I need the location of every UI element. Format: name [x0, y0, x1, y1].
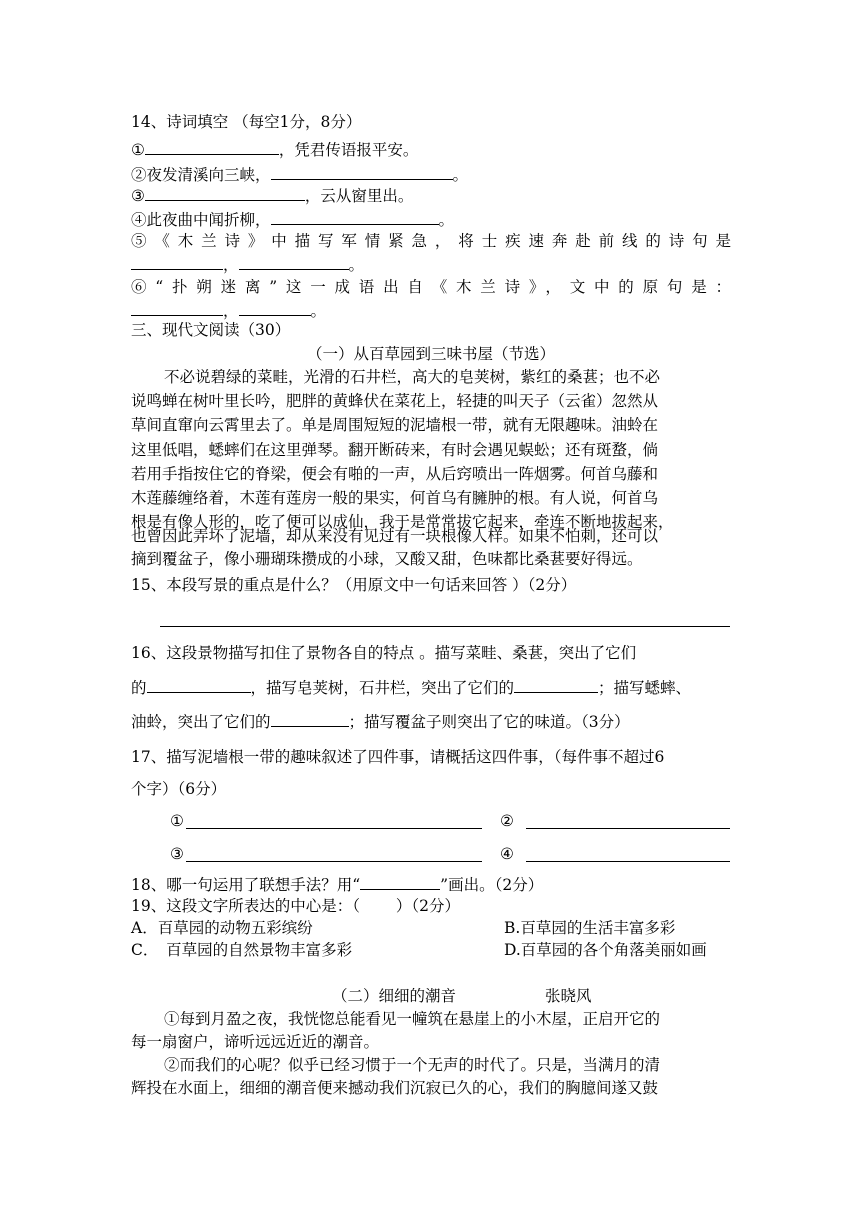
q18-question: [131, 873, 731, 896]
q14-line2: [131, 163, 731, 186]
q17-answer-line-3[interactable]: [186, 861, 482, 862]
q18-text-a: 18、哪一句运用了联想手法？用“: [131, 876, 361, 894]
passage2-line: ②而我们的心呢？似乎已经习惯于一个无声的时代了。只是，当满月的清: [164, 1056, 661, 1074]
q15-answer-line[interactable]: [160, 626, 730, 627]
passage1-line: 草间直窜向云霄里去了。单是周围短短的泥墙根一带，就有无限趣味。油蛉在: [131, 416, 659, 434]
answer-blank[interactable]: [145, 184, 305, 201]
passage1-line: 这里低唱，蟋蟀们在这里弹琴。翻开断砖来，有时会遇见蜈蚣；还有斑蝥，倘: [131, 441, 659, 459]
section-heading: 三、现代文阅读（30）: [131, 321, 291, 339]
option-b[interactable]: B.百草园的生活丰富多彩: [504, 919, 676, 937]
q17-answer-line-4[interactable]: [526, 861, 730, 862]
passage2-title: （二）细细的潮音: [332, 987, 457, 1005]
passage2-line: ①每到月盈之夜，我恍惚总能看见一幢筑在悬崖上的小木屋，正启开它的: [164, 1010, 661, 1028]
separator: ，: [223, 302, 239, 320]
q14-line2-prefix: ②夜发清溪向三峡，: [131, 166, 271, 184]
passage2-line: 辉投在水面上，细细的潮音便来撼动我们沉寂已久的心，我们的胸臆间遂又鼓: [131, 1079, 659, 1097]
answer-blank[interactable]: [239, 253, 349, 270]
q14-line1-suffix: ，凭君传语报平安。: [278, 141, 419, 159]
q14-line5: ⑤《木兰诗》中描写军情紧急，将士疾速奔赴前线的诗句是: [131, 232, 731, 250]
q14-line3-prefix: ③: [131, 187, 145, 205]
q15-question: 15、本段写景的重点是什么？（用原文中一句话来回答 ）（2分）: [131, 576, 577, 594]
q17-answer-line-1[interactable]: [186, 828, 482, 829]
answer-blank[interactable]: [271, 163, 453, 180]
passage2-line: 每一扇窗户，谛听远远近近的潮音。: [131, 1033, 380, 1051]
answer-blank[interactable]: [239, 299, 311, 316]
q14-line4-prefix: ④此夜曲中闻折柳，: [131, 211, 271, 229]
passage1-title: （一）从百草园到三味书屋（节选）: [306, 345, 555, 363]
passage1-line: 摘到覆盆子，像小珊瑚珠攒成的小球，又酸又甜，色味都比桑葚要好得远。: [131, 550, 643, 568]
q16-line2-c: ；描写蟋蟀、: [598, 679, 692, 697]
q17-answer-line-2[interactable]: [526, 828, 730, 829]
passage1-line: 根是有像人形的，吃了便可以成仙，我于是常常拔它起来，牵连不断地拔起来，: [131, 513, 674, 531]
answer-blank[interactable]: [514, 676, 598, 693]
answer-blank[interactable]: [145, 138, 279, 155]
answer-blank[interactable]: [360, 873, 440, 890]
q14-line1: [131, 138, 731, 161]
passage1-line: 木莲藤缠络着，木莲有莲房一般的果实，何首乌有臃肿的根。有人说，何首乌: [131, 489, 659, 507]
q16-line2-a: 的: [131, 679, 147, 697]
option-d[interactable]: D.百草园的各个角落美丽如画: [504, 941, 707, 959]
passage1-line: 说鸣蝉在树叶里长吟，肥胖的黄蜂伏在菜花上，轻捷的叫天子（云雀）忽然从: [131, 392, 659, 410]
q16-line2: [131, 676, 731, 699]
q18-text-b: ”画出。（2分）: [440, 876, 544, 894]
separator: ，: [223, 256, 239, 274]
answer-blank[interactable]: [131, 253, 223, 270]
q14-line2-suffix: 。: [452, 166, 469, 184]
line-end: 。: [310, 302, 327, 320]
q17-line1: 17、描写泥墙根一带的趣味叙述了四件事，请概括这四件事，（每件事不超过6: [131, 748, 665, 766]
passage2-author: 张晓风: [545, 987, 592, 1005]
q19-options-row2: [131, 939, 731, 961]
line-end: 。: [348, 256, 365, 274]
option-a[interactable]: A．百草园的动物五彩缤纷: [131, 919, 313, 937]
q19-question: 19、这段文字所表达的中心是：（ ）（2分）: [131, 897, 461, 915]
q17-mark-3: ③: [170, 845, 184, 863]
q17-mark-2: ②: [500, 812, 514, 830]
answer-blank[interactable]: [147, 676, 251, 693]
q16-line1: 16、这段景物描写扣住了景物各自的特点 。描写菜畦、桑葚，突出了它们: [131, 644, 637, 662]
passage1-line: 也曾因此弄坏了泥墙，却从来没有见过有一块根像人样。如果不怕刺，还可以: [131, 527, 659, 545]
option-c[interactable]: C． 百草园的自然景物丰富多彩: [131, 941, 353, 959]
q16-line3-a: 油蛉，突出了它们的: [131, 713, 271, 731]
q14-title: 14、诗词填空 （每空1分，8分）: [131, 113, 362, 131]
q14-line3-suffix: ，云从窗里出。: [304, 187, 414, 205]
q14-line6: ⑥“扑朔迷离”这一成语出自《木兰诗》，文中的原句是：: [131, 278, 731, 296]
q14-line1-prefix: ①: [131, 141, 145, 159]
answer-blank[interactable]: [271, 710, 349, 727]
q14-line3: [131, 184, 731, 207]
q17-mark-4: ④: [500, 845, 514, 863]
q17-mark-1: ①: [170, 812, 184, 830]
passage1-line: 不必说碧绿的菜畦，光滑的石井栏，高大的皂荚树，紫红的桑葚；也不必: [164, 368, 661, 386]
q17-line2: 个字）（6分）: [131, 780, 227, 798]
answer-blank[interactable]: [271, 208, 439, 225]
q14-line4-suffix: 。: [438, 211, 455, 229]
q14-line4: [131, 208, 731, 231]
q14-line5-answers: [131, 253, 731, 276]
answer-blank[interactable]: [131, 299, 223, 316]
q19-options-row1: [131, 917, 731, 939]
q16-line2-b: ，描写皂荚树，石井栏，突出了它们的: [250, 679, 515, 697]
q16-line3-b: ；描写覆盆子则突出了它的味道。（3分）: [348, 713, 630, 731]
q16-line3: [131, 710, 731, 733]
passage1-line: 若用手指按住它的脊梁，便会有啪的一声，从后窍喷出一阵烟雾。何首乌藤和: [131, 465, 659, 483]
